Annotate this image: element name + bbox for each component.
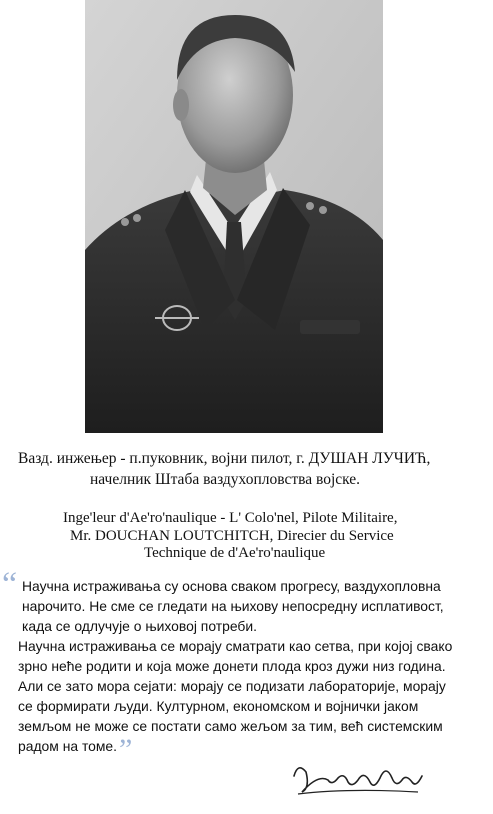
caption-french (60, 510, 460, 563)
quote-line: земљом не може се постати само жељом за тим, већ системским (18, 718, 443, 734)
open-quote-icon: “ (2, 566, 18, 603)
quote-block (2, 566, 488, 766)
caption-french-line-3: Technique de d'Ae'ro'naulique (144, 545, 326, 561)
close-quote-icon: ” (119, 733, 133, 766)
quote-line: Али се зато мора сејати: морају се подизати лабораторије, морају (18, 678, 446, 694)
caption-serbian-line-1: Вазд. инжењер - п.пуковник, војни пилот, г. ДУШАН ЛУЧИЋ, (18, 450, 431, 467)
quote-line-last (18, 733, 488, 766)
quote-line: зрно неће родити и која може донети плода кроз дужи низ година. (18, 658, 446, 674)
quote-line: радом на томе. (18, 738, 118, 754)
portrait-photo (85, 0, 383, 433)
caption-serbian-line-2: начелник Штаба ваздухопловства војске. (90, 471, 361, 488)
quote-line: се формирати људи. Културном, економском и војнички јаком (18, 698, 419, 714)
quote-line: нарочито. Не сме се гледати на њихову непосредну исплативост, (22, 598, 444, 614)
caption-french-line-2: Mr. DOUCHAN LOUTCHITCH, Direcier du Service (70, 527, 394, 544)
quote-line: када се одлучује о њиховој потреби. (22, 618, 257, 634)
caption-french-line-1: Inge'leur d'Ae'ro'naulique - L' Colo'nel, Pilote Militaire, (63, 510, 398, 526)
signature-image (288, 758, 428, 804)
quote-line: Научна истраживања се морају сматрати као сетва, при којој свако (18, 638, 453, 654)
caption-serbian (18, 448, 488, 490)
quote-line: Научна истраживања су основа сваком прогресу, ваздухопловна (22, 578, 441, 594)
